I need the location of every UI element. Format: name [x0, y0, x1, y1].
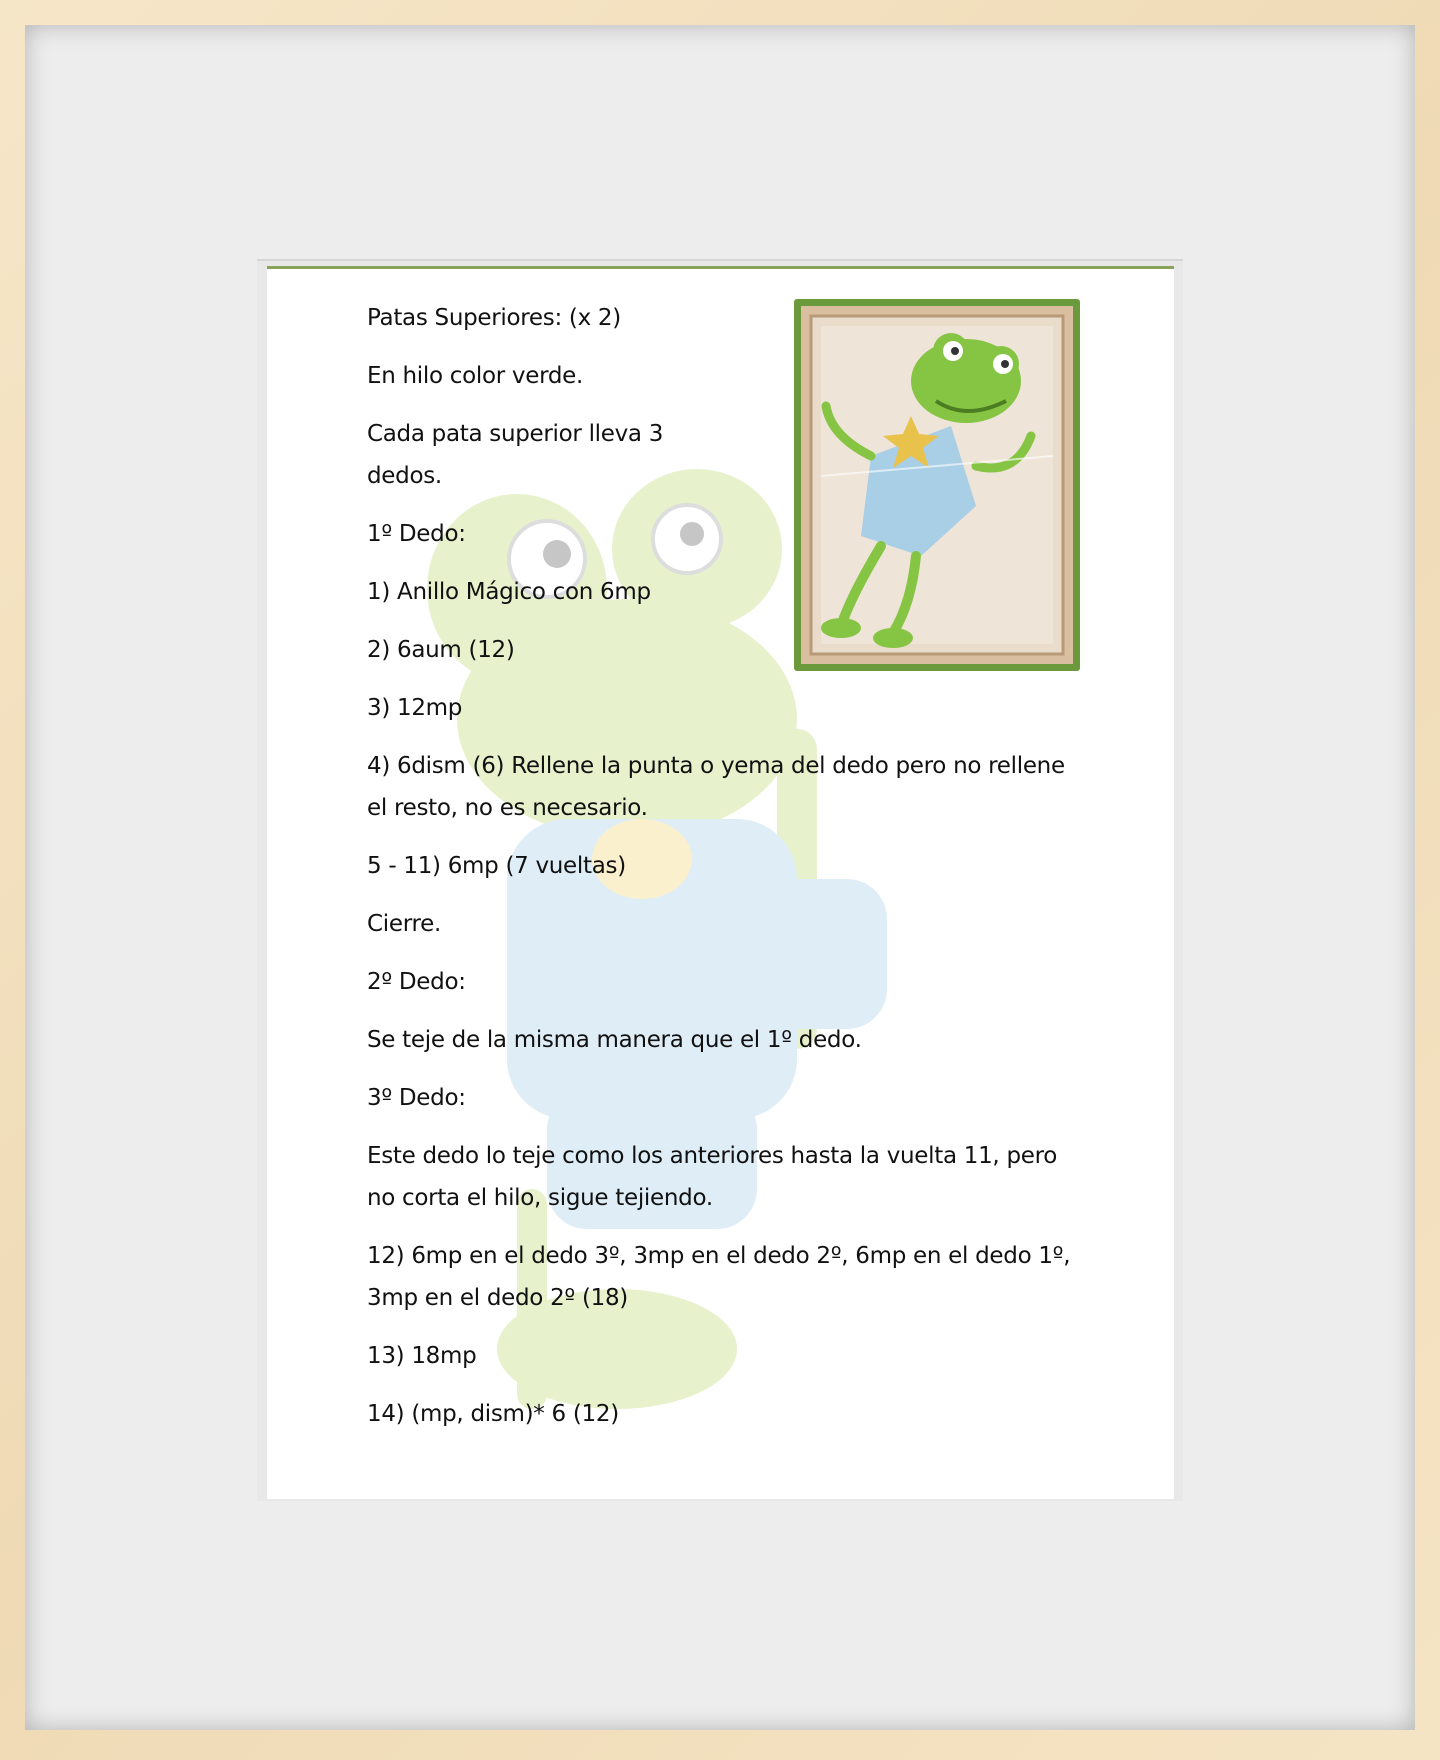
text-line: 14) (mp, dism)* 6 (12): [367, 1401, 619, 1427]
text-line: Cierre.: [367, 911, 441, 937]
text-line: 3º Dedo:: [367, 1085, 466, 1111]
text-line: 1) Anillo Mágico con 6mp: [367, 579, 651, 605]
text-line: 3) 12mp: [367, 695, 463, 721]
text-line: Cada pata superior lleva 3 dedos.: [367, 421, 664, 489]
text-line: 2) 6aum (12): [367, 637, 515, 663]
text-line: Este dedo lo teje como los anteriores hasta la vuelta 11, pero no corta el hilo, sigue tejiendo.: [367, 1143, 1058, 1211]
text-line: 4) 6dism (6) Rellene la punta o yema del dedo pero no rellene el resto, no es necesario.: [367, 753, 1065, 821]
frog-toy-illustration: [801, 306, 1073, 664]
document-page: [267, 266, 1174, 1499]
text-line: 1º Dedo:: [367, 521, 466, 547]
text-line: En hilo color verde.: [367, 363, 583, 389]
text-line: 2º Dedo:: [367, 969, 466, 995]
frog-toy-photo: [794, 299, 1080, 671]
text-line: 12) 6mp en el dedo 3º, 3mp en el dedo 2º, 6mp en el dedo 1º, 3mp en el dedo 2º (18): [367, 1243, 1071, 1311]
text-line: Se teje de la misma manera que el 1º dedo.: [367, 1027, 862, 1053]
section-title: Patas Superiores: (x 2): [367, 305, 621, 331]
text-line: 5 - 11) 6mp (7 vueltas): [367, 853, 626, 879]
text-line: 13) 18mp: [367, 1343, 477, 1369]
